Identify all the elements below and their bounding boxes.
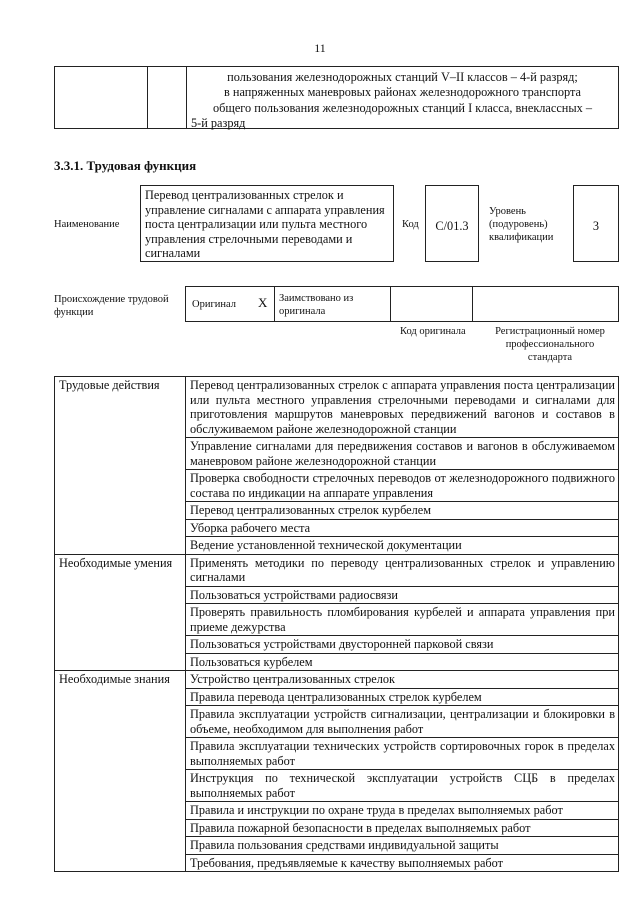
labour-action-item: Проверка свободности стрелочных переводов от железнодорожного подвижного состава по индикации на аппарате управления [186,470,619,502]
origin-row [185,286,619,322]
required-knowledge-item: Правила перевода централизованных стрелок курбелем [186,688,619,706]
original-label: Оригинал [192,299,236,310]
table-row [55,377,619,438]
required-knowledge-item: Инструкция по технической эксплуатации устройств СЦБ в пределах выполняемых работ [186,770,619,802]
required-knowledge-item: Правила эксплуатации устройств сигнализации, централизации и блокировки в объеме, необходимом для выполнения работ [186,706,619,738]
continuation-text-cell [187,67,618,131]
labour-action-item: Перевод централизованных стрелок с аппарата управления поста централизации или пульта местного управления стрелочными переводами и сигналами для приготовления маршрутов маневровых передвижений вагонов и составов в обслуживаемом районе железнодорожной станции [186,377,619,438]
original-cell [186,287,275,321]
registration-number-cell [473,287,618,321]
required-knowledge-item: Правила эксплуатации технических устройств сортировочных горок в пределах выполняемых работ [186,738,619,770]
labour-action-item: Уборка рабочего места [186,519,619,537]
labour-action-item: Ведение установленной технической документации [186,537,619,555]
labour-action-header: Трудовые действия [55,377,186,555]
continuation-line: в напряженных маневровых районах железнодорожного транспорта [224,85,581,100]
code-label: Код [402,219,419,230]
continuation-line: общего пользования железнодорожных станций I класса, внеклассных – [212,100,593,115]
continuation-line: 5-й разряд [191,116,246,131]
original-code-cell [391,287,473,321]
labour-action-item: Перевод централизованных стрелок курбелем [186,502,619,520]
table-row [55,554,619,586]
required-skill-header: Необходимые умения [55,554,186,671]
page-number: 11 [314,41,326,55]
continuation-table [54,66,619,129]
required-knowledge-header: Необходимые знания [55,671,186,872]
continuation-line: пользования железнодорожных станций V–II классов – 4-й разряд; [227,70,578,84]
required-skill-item: Проверять правильность пломбирования курбелей и аппарата управления при приеме дежурства [186,604,619,636]
level-value-box: 3 [573,185,619,262]
code-caption: Код оригинала [400,326,466,337]
name-label: Наименование [54,219,120,230]
function-code-box: C/01.3 [425,185,479,262]
table-row [55,671,619,689]
borrowed-cell: Заимствовано из оригинала [275,287,391,321]
required-skill-item: Пользоваться устройствами радиосвязи [186,586,619,604]
required-knowledge-item: Устройство централизованных стрелок [186,671,619,689]
origin-label: Происхождение трудовой функции [54,294,169,318]
continuation-empty-cell [148,67,187,128]
function-name-box: Перевод централизованных стрелок и управление сигналами с аппарата управления поста централизации или пульта местного управления стрелочными переводами и сигналами [140,185,394,262]
labour-action-item: Управление сигналами для передвижения составов и вагонов в обслуживаемом маневровом районе железнодорожной станции [186,438,619,470]
level-label: Уровень (подуровень) квалификации [489,206,554,243]
required-skill-item: Пользоваться курбелем [186,653,619,671]
original-mark: X [258,295,268,310]
function-details-table [54,376,619,872]
section-title: 3.3.1. Трудовая функция [54,158,197,173]
required-skill-item: Пользоваться устройствами двусторонней парковой связи [186,636,619,654]
registration-caption: Регистрационный номер профессионального стандарта [495,326,605,363]
required-knowledge-item: Требования, предъявляемые к качеству выполняемых работ [186,854,619,872]
required-knowledge-item: Правила и инструкции по охране труда в пределах выполняемых работ [186,802,619,820]
continuation-empty-cell [55,67,148,128]
required-knowledge-item: Правила пользования средствами индивидуальной защиты [186,837,619,855]
required-skill-item: Применять методики по переводу централизованных стрелок и управлению сигналами [186,554,619,586]
required-knowledge-item: Правила пожарной безопасности в пределах выполняемых работ [186,819,619,837]
